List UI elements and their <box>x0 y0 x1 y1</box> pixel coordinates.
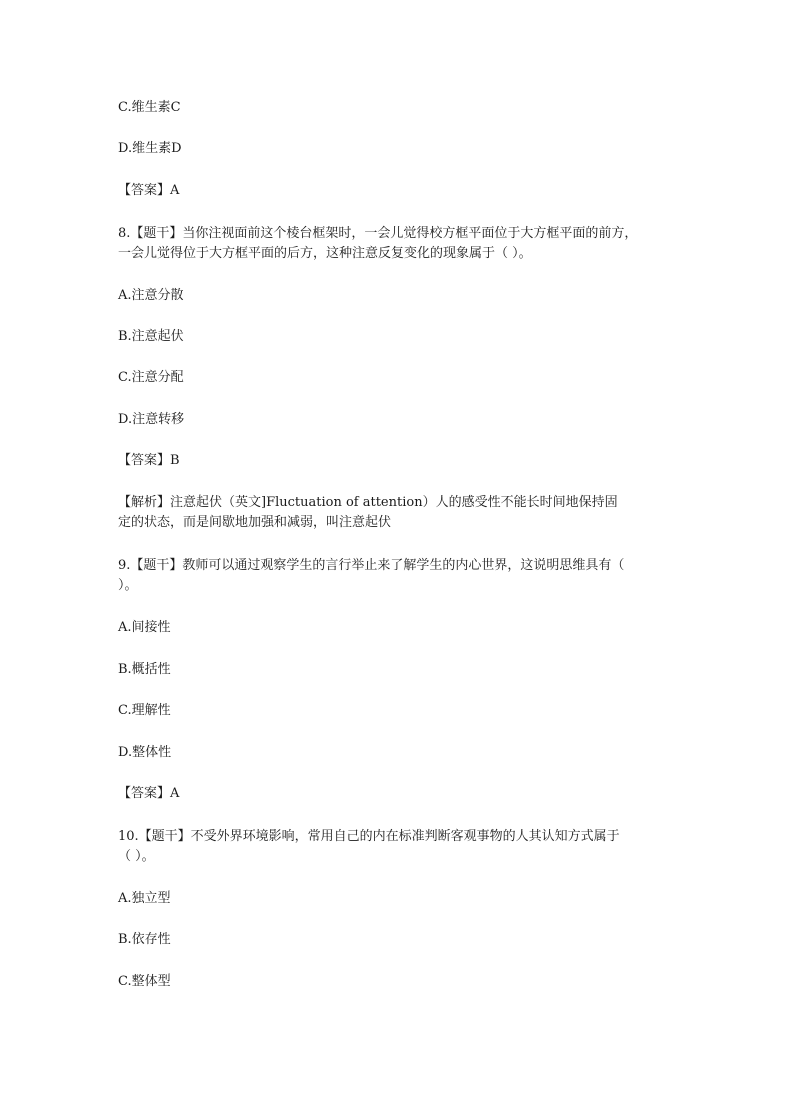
q8-stem-line-1: 8.【题干】当你注视面前这个棱台框架时，一会儿觉得校方框平面位于大方框平面的前方， <box>118 226 638 241</box>
q9-option-b: B.概括性 <box>118 662 171 677</box>
q9-answer: 【答案】A <box>118 786 180 801</box>
q8-analysis-line-1: 【解析】注意起伏（英文]Fluctuation of attention）人的感受性不能长时间地保持固 <box>118 495 618 510</box>
q8-stem-line-2: 一会儿觉得位于大方框平面的后方，这种注意反复变化的现象属于（ ）。 <box>118 246 532 261</box>
q7-option-c: C.维生素C <box>118 100 181 115</box>
q10-option-c: C.整体型 <box>118 974 171 989</box>
q8-option-b: B.注意起伏 <box>118 329 184 344</box>
q7-answer: 【答案】A <box>118 183 180 198</box>
q9-option-a: A.间接性 <box>118 620 171 635</box>
q8-option-d: D.注意转移 <box>118 412 185 427</box>
q10-stem-line-2: （ ）。 <box>118 849 155 864</box>
q10-stem-line-1: 10.【题干】不受外界环境影响，常用自己的内在标准判断客观事物的人其认知方式属于 <box>118 829 620 844</box>
q8-option-a: A.注意分散 <box>118 288 184 303</box>
q7-option-d: D.维生素D <box>118 141 182 156</box>
q9-option-d: D.整体性 <box>118 745 172 760</box>
q8-option-c: C.注意分配 <box>118 370 184 385</box>
q10-option-b: B.依存性 <box>118 932 171 947</box>
q8-answer: 【答案】B <box>118 453 180 468</box>
q9-stem-line-1: 9.【题干】教师可以通过观察学生的言行举止来了解学生的内心世界，这说明思维具有（ <box>118 558 625 573</box>
q10-option-a: A.独立型 <box>118 891 171 906</box>
q9-stem-line-2: ）。 <box>118 578 138 593</box>
q9-option-c: C.理解性 <box>118 703 171 718</box>
q8-analysis-line-2: 定的状态，而是间歇地加强和减弱，叫注意起伏 <box>118 515 392 530</box>
